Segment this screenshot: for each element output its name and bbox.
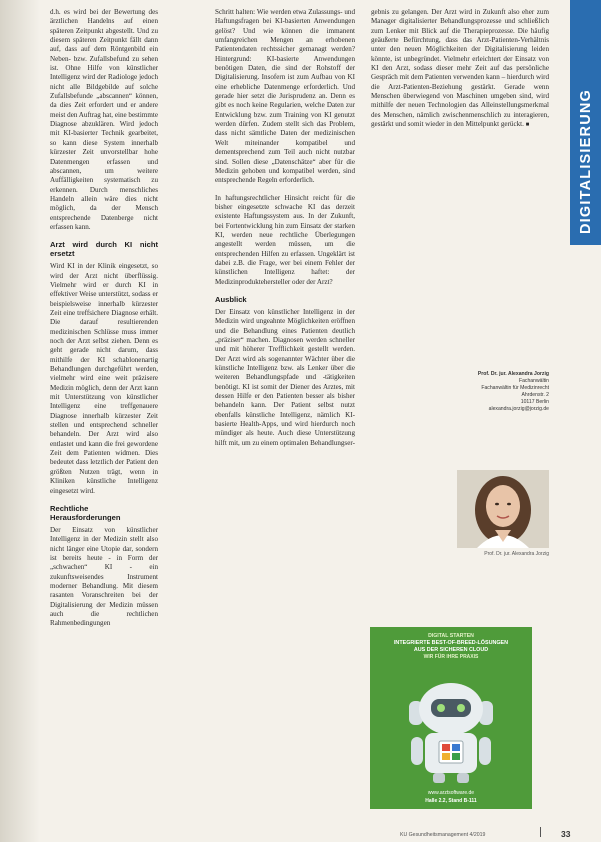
author-box [400,371,549,412]
intro-paragraph: d.h. es wird bei der Bewertung des ärztlichen Handelns auf einen späteren Zeitpunkt abgestellt. Und zu diesem späteren Zeitpunkt fällt dann auf, dass auf dem Röntgenbild ein Neben- bzw. Zufallsbefund zu sehen ist. Ohne Hilfe von künstlicher Intelligenz wird der Radiologe jedoch nicht alle Bildgebilde auf solche Zufallsbefunde „abscannen“ können, da dies Zeit erfordert und er andere meist den Auftrag hat, eine bestimmte Diagnose abzuklären. Wird jedoch mit KI-basierter Technik gearbeitet, so kann diese System innerhalb kürzester Zeit unvorstellbar hohe Datenmengen erfassen und abscannen, um weitere Auffälligkeiten systematisch zu erkennen. Durch menschliches Handeln allein wäre dies nicht möglich, da der Mensch entsprechende Datenberge nicht erfassen kann. [50,8,158,231]
author-street: Ahrdenstr. 2 [521,391,549,398]
footer-journal: KU Gesundheitsmanagement 4/2019 [400,832,486,838]
section-heading-recht: Rechtliche Herausforderungen [50,503,121,522]
text-column-1 [50,8,158,629]
author-email: alexandra.jorzig@jorzig.de [488,405,549,412]
section-heading-arzt: Arzt wird durch KI nicht ersetzt [50,240,158,259]
end-mark: ■ [525,122,530,129]
ad-headline: INTEGRIERTE BEST-OF-BREED-LÖSUNGEN [393,640,509,646]
folio-separator [540,827,541,837]
ad-url-link[interactable]: www.arztsoftware.de [427,790,475,796]
ad-booth-info: Halle 2.2, Stand B-111 [425,798,477,804]
section-tab-label: DIGITALISIERUNG [578,88,594,234]
paragraph-conclusion [371,8,549,130]
binding-shadow [0,0,40,842]
ad-tagline: WIR FÜR IHRE PRAXIS [423,654,479,660]
author-title: Fachanwältin [518,377,549,384]
text-column-2 [215,8,355,448]
portrait-illustration [457,470,549,548]
ad-subheadline: AUS DER SICHEREN CLOUD [413,647,489,653]
author-name: Prof. Dr. jur. Alexandra Jorzig [477,371,549,377]
advertisement[interactable] [370,627,532,809]
robot-mascot-icon [391,667,511,787]
text-column-3 [371,8,549,130]
section-heading-ausblick: Ausblick [215,294,247,304]
paragraph-haftung: In haftungsrechtlicher Hinsicht reicht für die bisher eingesetzte schwache KI das derzeit existente Haftungssystem aus. In der Zukunft, bei Fortentwicklung hin zum Einsatz der starken KI, werden neue rechtliche Überlegungen angestellt werden müssen, um die entsprechenden Hilfen zu erfassen. Ungeklärt ist dabei z.B. die Frage, wer bei einem Fehler der künstlichen Intelligenz haftet: der Medizinproduktehersteller oder der Arzt? [215,193,355,286]
author-city: 10117 Berlin [520,398,549,405]
conclusion-text: gebnis zu gelangen. Der Arzt wird in Zukunft also eher zum Manager digitalisierter Behandlungsprozesse und schließlich zum Lenker mit Blick auf die Therapieprozesse. Die häufig geäußerte Befürchtung, dass das Arzt-Patienten-Verhältnis unter den neuen Möglichkeiten der Digitalisierung leiden könnte, ist unbegründet. Vielmehr erleichtert der Einsatz von KI den Arzt, sodass dieser mehr Zeit auf das persönliche Gespräch mit dem Patienten verwenden kann – hierdurch wird die Arzt-Patienten-Beziehung gestärkt. Gerade wenn Menschen überwiegend von Maschinen umgeben sind, wird mithilfe der neuen Technologien das Alleinstellungsmerkmal des Menschen, nämlich zwischenmenschlich zu interagieren, gestärkt und somit wieder in den Mittelpunkt gerückt. [371,8,549,129]
author-firm: Fachanwältin für Medizinrecht [481,384,549,391]
paragraph-rahmen: Schritt halten: Wie werden etwa Zulassungs- und Haftungsfragen bei KI-basierten Anwendungen gelöst? Und wie können die immanent umfangreichen Mengen an erhobenen Patientendaten rechtssicher gemanagt werden? Hintergrund: KI-basierte Anwendungen benötigen Daten, die sind der Rohstoff der Digitalisierung. Insofern ist zum Aufbau von KI eine erhebliche Datenmenge erforderlich. Und gerade hier setzt die Jurisprudenz an. Denn es gibt es noch keine Regularien, welche Daten zur Entwicklung bzw. zum Training von KI genutzt werden dürfen. Zudem stellt sich das Problem, dass nicht sämtliche Daten der medizinischen Welt miteinander kompatibel und dementsprechend zum Teil auch nicht nutzbar sind. Sollen diese „Datenschätze“ aber für die Medizin gehoben und kompatibel werden, sind entsprechende Regeln erforderlich. [215,8,355,185]
paragraph-ausblick: Der Einsatz von künstlicher Intelligenz in der Medizin wird ungeahnte Möglichkeiten eröffnen und die Behandlung eines Patienten deutlich „präziser“ machen. Diagnosen werden schneller und mit höherer Trefflichkeit gestellt werden. Der Arzt wird als sogenannter Wächter über die künstliche Intelligenz bzw. als Lenker über die weiteren Behandlungspfade und -tätigkeiten benötigt. KI ist somit der Diener des Arztes, mit dessen Hilfe er den Patienten besser als bisher behandeln kann. Der Patient selbst nutzt ebenfalls künstliche Intelligenz, nämlich KI-basierte Health-Apps, und wird hierdurch noch mündiger als heute. Auch diese Unterstützung hilft mit, um zu einem optimalen Behandlungser- [215,307,355,447]
paragraph-recht: Der Einsatz von künstlicher Intelligenz in der Medizin stellt also nicht länger eine Utopie dar, sondern ist bereits heute - in Form der „schwachen“ KI - ein zukunftsweisendes Instrument moderner Behandlung. Mit diesem rasanten Voranschreiten bei der Digitalisierung der Medizin müssen auch die rechtlichen Rahmenbedingungen [50,525,158,628]
ad-line-1: DIGITAL STARTEN [428,633,474,639]
photo-caption: Prof. Dr. jur. Alexandra Jorzig [484,551,549,557]
author-photo [457,470,549,548]
paragraph-arzt: Wird KI in der Klinik eingesetzt, so wird der Arzt nicht überflüssig. Vielmehr wird er durch KI in effektiver Weise unterstützt, sodass er beispielsweise innerhalb kürzester Zeit eine treffsichere Diagnose erhält. Die darauf resultierenden medizinischen Schlüsse muss immer noch der Arzt selbst ziehen. Denn es geht gerade nicht darum, dass mithilfe der KI schablonenartig Behandlungen durchgeführt werden, vielmehr wird eine weit präzisere Medizin möglich, denn der Arzt kann mit Unterstützung von künstlicher Intelligenz eine treffgenauere Diagnose innerhalb kürzester Zeit stellen und entsprechend schneller behandeln. Der Arzt wird also entlastet und kann die frei gewordene Zeit dem Patienten widmen. Dies bedeutet dass letztlich der Patient den größten Nutzen trägt, wenn in Kliniken künstliche Intelligenz eingesetzt wird. [50,262,158,495]
page-number: 33 [561,829,571,839]
